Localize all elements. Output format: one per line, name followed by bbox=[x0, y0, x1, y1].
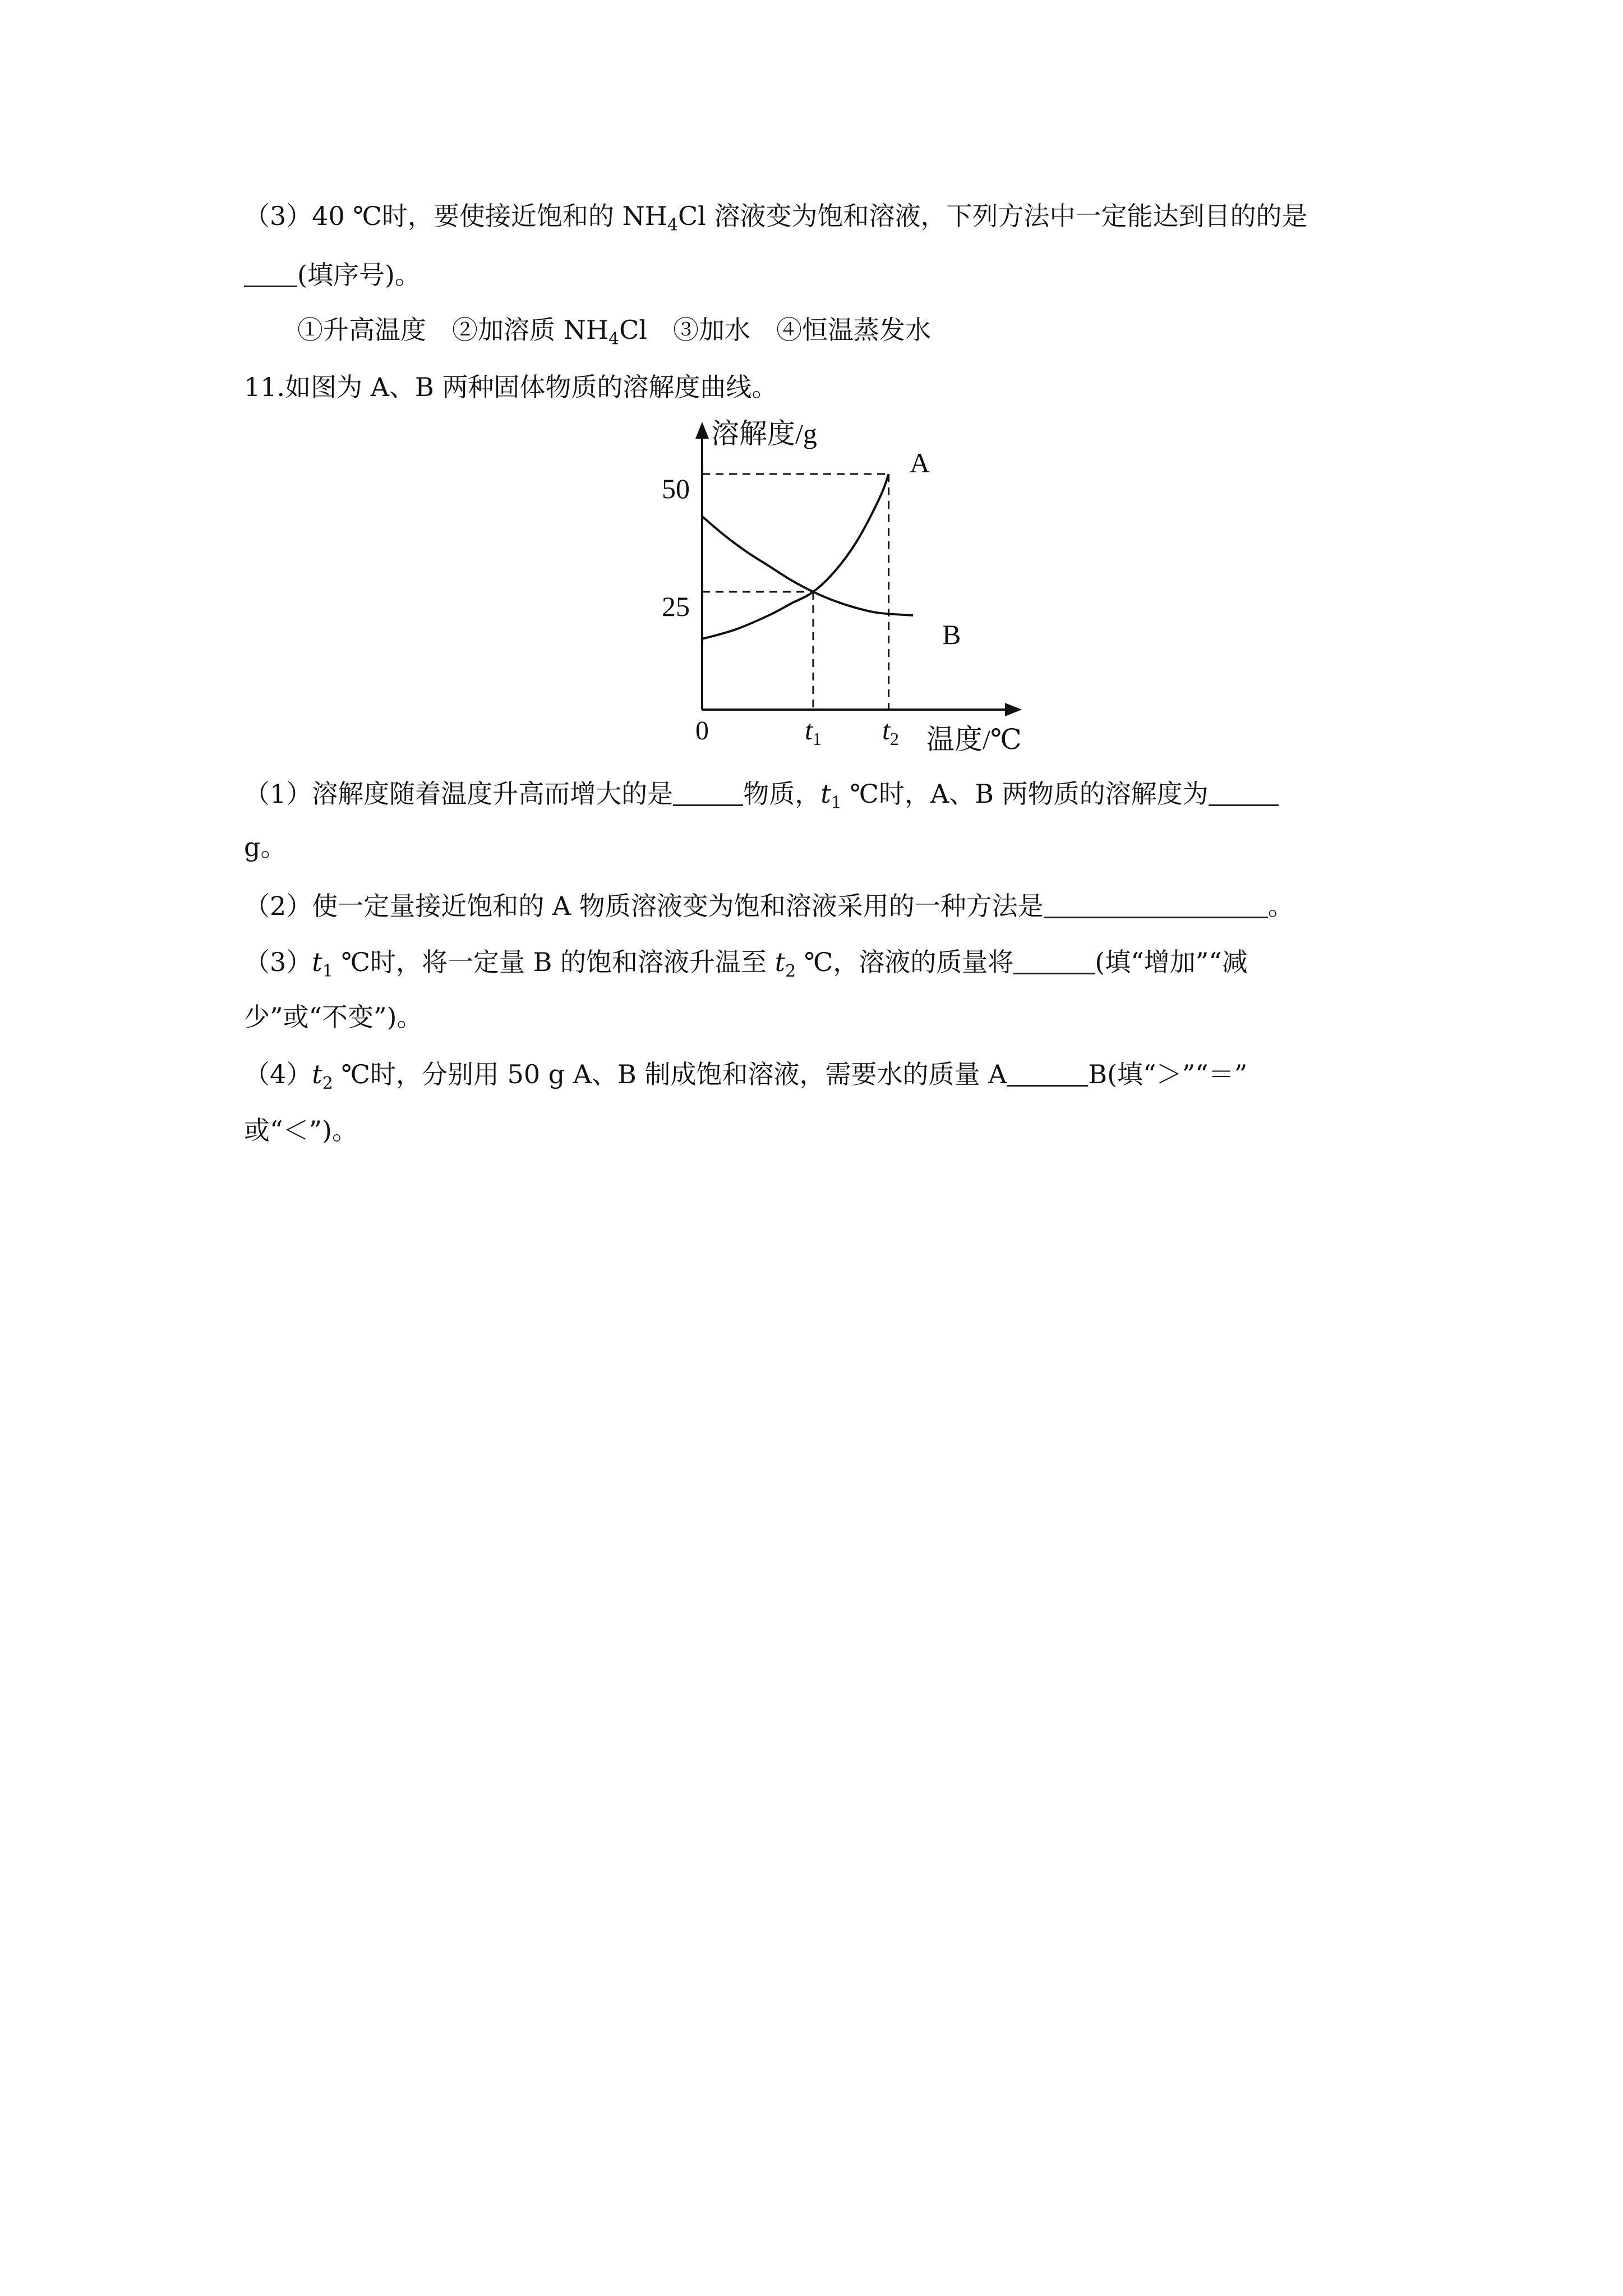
q3-prev-label: （3） bbox=[244, 201, 312, 231]
p3-t1: t bbox=[312, 947, 322, 977]
p2-text-a: 使一定量接近饱和的 A 物质溶液变为饱和溶液采用的一种方法是 bbox=[312, 891, 1044, 921]
answer-blank[interactable] bbox=[673, 779, 743, 806]
q11-p3-line-2 bbox=[244, 1000, 423, 1034]
curve-a bbox=[702, 474, 889, 639]
q3-prev-text-b: Cl 溶液变为饱和溶液，下列方法中一定能达到目的的是 bbox=[677, 201, 1308, 231]
p4-tsub: 2 bbox=[322, 1074, 333, 1093]
chart-axes bbox=[695, 422, 1022, 716]
p1-text-b: 物质， bbox=[743, 779, 821, 809]
q3-prev-text-a: 40 ℃时，要使接近饱和的 NH bbox=[312, 201, 667, 231]
q11-p1-line bbox=[244, 777, 1279, 820]
y-tick-label-25: 25 bbox=[662, 591, 690, 622]
p1-text-d: g。 bbox=[244, 832, 287, 862]
answer-blank[interactable] bbox=[1007, 1059, 1088, 1087]
x-tick-label-t1: $t_1$ bbox=[805, 714, 822, 749]
reference-lines bbox=[702, 474, 889, 710]
p3-text-c: (填“增加”“减 bbox=[1095, 947, 1248, 977]
curves bbox=[702, 474, 913, 639]
y-tick-label-50: 50 bbox=[662, 473, 690, 504]
p3-text-a: ℃时，将一定量 B 的饱和溶液升温至 bbox=[333, 947, 775, 977]
p1-t: t bbox=[820, 779, 831, 809]
p3-label: （3） bbox=[244, 947, 312, 977]
x-tick-label-t2: $t_2$ bbox=[882, 714, 899, 749]
p1-label: （1） bbox=[244, 779, 312, 809]
q11-p4-line bbox=[244, 1057, 1247, 1101]
solubility-chart bbox=[0, 0, 1623, 774]
answer-blank[interactable] bbox=[1209, 779, 1279, 806]
q3-prev-text-c: (填序号)。 bbox=[297, 260, 421, 290]
p3-t1sub: 1 bbox=[322, 961, 333, 981]
series-a-label: A bbox=[910, 447, 930, 478]
q3-prev-sub: 4 bbox=[667, 215, 678, 235]
p2-text-b: 。 bbox=[1267, 891, 1294, 921]
p4-t: t bbox=[312, 1059, 322, 1089]
origin-label: 0 bbox=[695, 716, 709, 746]
options-text-b: Cl ③加水 ④恒温蒸发水 bbox=[619, 315, 932, 345]
p2-label: （2） bbox=[244, 891, 312, 921]
p3-t2: t bbox=[774, 947, 786, 977]
y-axis-arrow bbox=[695, 422, 709, 439]
p1-tsub: 1 bbox=[831, 793, 842, 813]
p3-t2sub: 2 bbox=[785, 961, 796, 981]
p4-text-b: B(填“＞”“＝” bbox=[1088, 1059, 1248, 1089]
curve-b bbox=[702, 517, 913, 615]
q11-p3-line bbox=[244, 945, 1248, 988]
p1-text-a: 溶解度随着温度升高而增大的是 bbox=[312, 779, 674, 809]
p4-text-a: ℃时，分别用 50 g A、B 制成饱和溶液，需要水的质量 A bbox=[333, 1059, 1007, 1089]
options-text-a: ①升高温度 ②加溶质 NH bbox=[297, 315, 608, 345]
p3-text-d: 少”或“不变”)。 bbox=[244, 1002, 423, 1032]
answer-blank[interactable] bbox=[1013, 947, 1095, 974]
q11-p1-line-2 bbox=[244, 830, 286, 864]
q11-title-text: 11.如图为 A、B 两种固体物质的溶解度曲线。 bbox=[244, 372, 778, 402]
y-axis-label: 溶解度/g bbox=[711, 418, 817, 449]
q11-p2-line bbox=[244, 889, 1294, 923]
p4-label: （4） bbox=[244, 1059, 312, 1089]
x-axis-arrow bbox=[1005, 703, 1022, 716]
x-axis-label: 温度/℃ bbox=[926, 724, 1022, 755]
p1-text-c: ℃时，A、B 两物质的溶解度为 bbox=[841, 779, 1209, 809]
p4-text-c: 或“＜”)。 bbox=[244, 1115, 358, 1145]
answer-blank[interactable] bbox=[1044, 891, 1268, 918]
options-sub: 4 bbox=[608, 329, 620, 349]
series-b-label: B bbox=[942, 619, 961, 650]
q11-p4-line-2 bbox=[244, 1114, 358, 1147]
p3-text-b: ℃，溶液的质量将 bbox=[796, 947, 1014, 977]
